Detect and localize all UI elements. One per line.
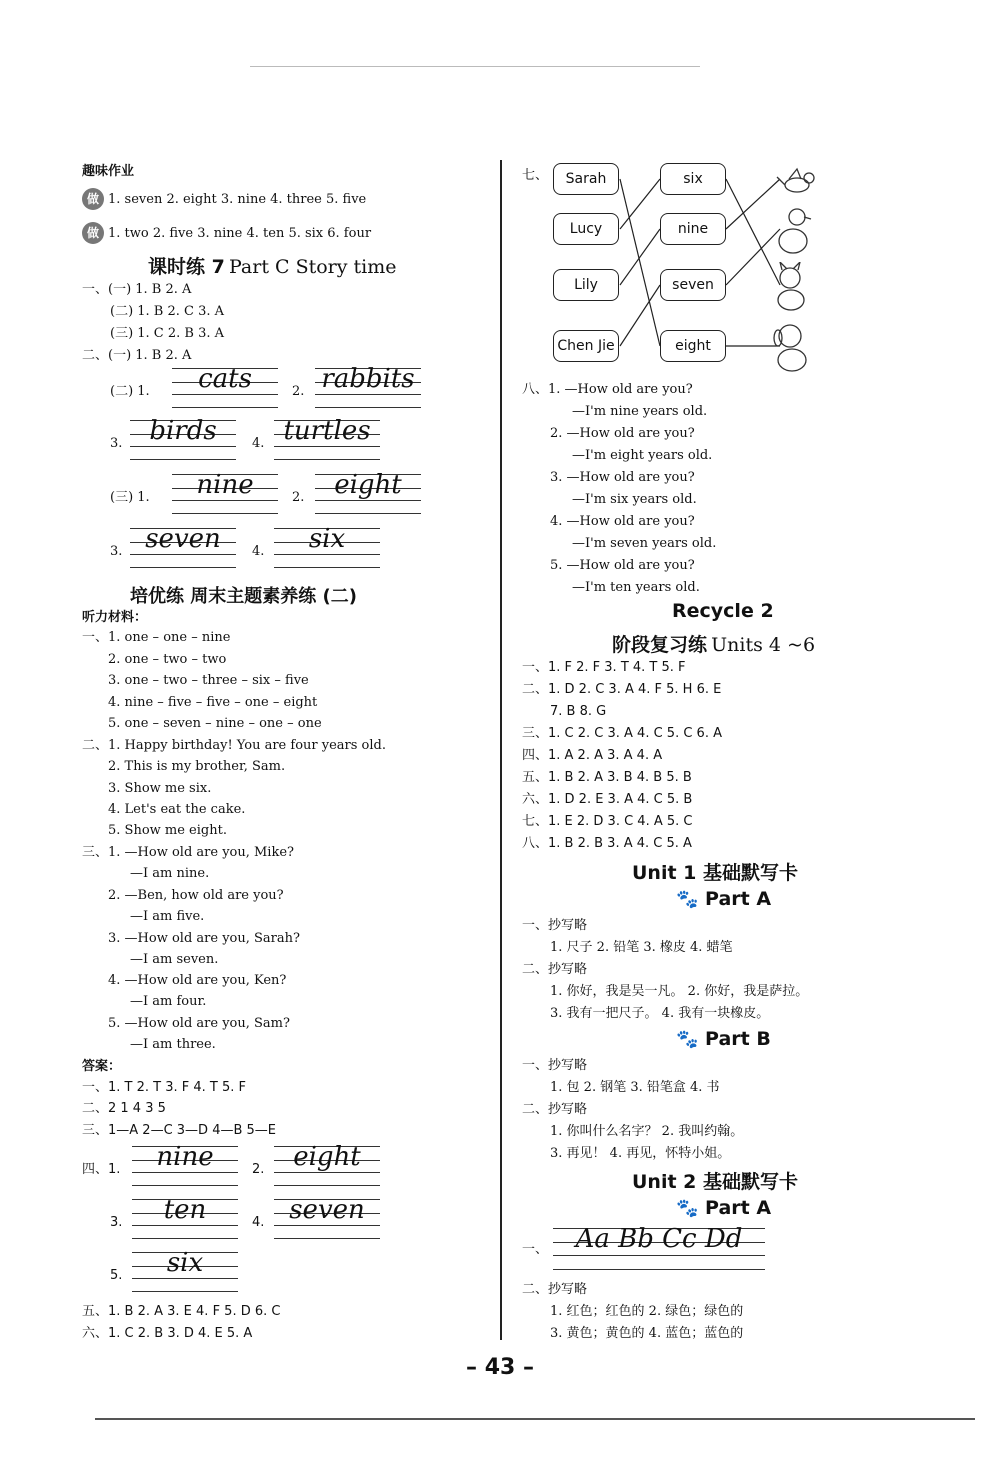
l7-c-n2: 2. [292,490,305,505]
handwriting-six-2 [132,1248,238,1292]
paw-icon: 🐾 [676,1198,699,1219]
unit1-a-line: 一、抄写略 [522,918,588,933]
l7-line: (三) 1. C 2. B 3. A [110,326,225,341]
listening-line: 4. nine – five – five – one – eight [108,695,318,710]
handwriting-nine [172,470,278,514]
name-box: Sarah [553,163,619,195]
q8-line: 5. —How old are you? [550,558,695,573]
handwritten-word: turtles [283,416,371,446]
listening-line: 2. —Ben, how old are you? [108,888,284,903]
cat-icon [770,262,812,312]
review-line: 八、1. B 2. B 3. A 4. C 5. A [522,836,692,851]
part-label: Part A [705,888,772,910]
handwriting-eight [315,470,421,514]
recycle-title: Recycle 2 [672,600,774,622]
unit1-b-line: 3. 再见！ 4. 再见，怀特小姐。 [550,1146,731,1161]
q7-label: 七、 [522,168,549,183]
listening-line: —I am five. [130,909,205,924]
number-box: eight [660,330,726,362]
lesson7-title: 课时练 7 [148,256,225,278]
handwriting-seven-2 [274,1195,380,1239]
name-box: Lucy [553,213,619,245]
q8-line: —I'm nine years old. [572,404,708,419]
bottom-rule [95,1418,975,1420]
listening-line: 3. Show me six. [108,781,212,796]
a4-prefix: 四、1. [82,1162,121,1177]
handwritten-word: seven [289,1195,365,1225]
part-label: Part A [705,1197,772,1219]
review-line: 六、1. D 2. E 3. A 4. C 5. B [522,792,693,807]
l7-b3-n4: 4. [252,436,265,451]
review-line: 二、1. D 2. C 3. A 4. F 5. H 6. E [522,682,722,697]
q8-line: —I'm ten years old. [572,580,700,595]
fun-line-2 [82,222,371,244]
a4-n5: 5. [110,1268,123,1283]
fun-homework-title: 趣味作业 [82,164,135,179]
l7-b2-prefix: (二) 1. [110,384,150,399]
l7-c-n3: 3. [110,544,123,559]
listening-line: —I am three. [130,1037,216,1052]
handwritten-word: Aa Bb Cc Dd [575,1224,743,1254]
handwritten-word: rabbits [321,364,415,394]
top-rule [250,66,700,67]
fun-line-1 [82,188,366,210]
unit2-parta [676,1197,771,1219]
handwriting-eight-2 [274,1142,380,1186]
a4-n3: 3. [110,1215,123,1230]
a4-n2: 2. [252,1162,265,1177]
review-line: 五、1. B 2. A 3. B 4. B 5. B [522,770,692,785]
l7-c-prefix: (三) 1. [110,490,150,505]
listening-line: 三、1. —How old are you, Mike? [82,845,295,860]
duck-icon [775,205,815,260]
q8-line: —I'm seven years old. [572,536,717,551]
number-box: six [660,163,726,195]
review-subtitle: Units 4 ~6 [711,634,816,656]
handwriting-seven [130,524,236,568]
review-line: 7. B 8. G [550,704,607,719]
review-line: 三、1. C 2. C 3. A 4. C 5. C 6. A [522,726,722,741]
answer-line: 五、1. B 2. A 3. E 4. F 5. D 6. C [82,1304,281,1319]
handwritten-word: cats [198,364,252,394]
unit1-b-line: 1. 包 2. 钢笔 3. 铅笔盒 4. 书 [550,1080,720,1095]
handwritten-word: seven [145,524,221,554]
answer-line: 六、1. C 2. B 3. D 4. E 5. A [82,1326,253,1341]
q8-line: 八、1. —How old are you? [522,382,693,397]
review-line: 四、1. A 2. A 3. A 4. A [522,748,663,763]
review-line: 七、1. E 2. D 3. C 4. A 5. C [522,814,693,829]
unit1-title: Unit 1 基础默写卡 [632,862,798,884]
column-divider [500,160,502,1340]
listening-line: 5. one – seven – nine – one – one [108,716,322,731]
answer-line: 一、1. T 2. T 3. F 4. T 5. F [82,1080,246,1095]
q8-line: —I'm eight years old. [572,448,713,463]
handwritten-word: six [308,524,346,554]
unit2-title: Unit 2 基础默写卡 [632,1171,798,1193]
do-badge-icon: 做 [82,188,104,210]
handwriting-birds [130,416,236,460]
l7-line: 二、(一) 1. B 2. A [82,348,192,363]
listening-line: 5. —How old are you, Sam? [108,1016,290,1031]
unit1-b-line: 一、抄写略 [522,1058,588,1073]
bird-icon [775,165,825,200]
a4-n4: 4. [252,1215,265,1230]
name-box: Chen Jie [553,330,619,362]
review-title: 阶段复习练 [612,634,708,656]
number-box: seven [660,269,726,301]
paw-icon: 🐾 [676,889,699,910]
answer-line: 二、2 1 4 3 5 [82,1101,166,1116]
listening-line: —I am four. [130,994,207,1009]
handwriting-rabbits [315,364,421,408]
handwriting-ten [132,1195,238,1239]
handwritten-word: eight [293,1142,361,1172]
l7-line: 一、(一) 1. B 2. A [82,282,192,297]
dog-icon [768,320,816,375]
q8-line: 2. —How old are you? [550,426,695,441]
name-box: Lily [553,269,619,301]
listening-line: —I am nine. [130,866,210,881]
listening-line: 5. Show me eight. [108,823,227,838]
handwritten-word: nine [196,470,254,500]
unit2-q1-label: 一、 [522,1242,549,1257]
paw-icon: 🐾 [676,1029,699,1050]
handwritten-word: birds [149,416,217,446]
q8-line: —I'm six years old. [572,492,697,507]
fun-line-1-text: 1. seven 2. eight 3. nine 4. three 5. five [108,192,367,207]
handwritten-word: eight [334,470,402,500]
lesson7-heading [148,252,397,279]
unit1-a-line: 3. 我有一把尺子。 4. 我有一块橡皮。 [550,1006,770,1021]
answers-label: 答案： [82,1059,122,1074]
q8-line: 3. —How old are you? [550,470,695,485]
page-number: – 43 – [466,1355,534,1380]
unit2-a-line: 1. 红色；红色的 2. 绿色；绿色的 [550,1304,744,1319]
part-label: Part B [705,1028,771,1050]
unit2-a-line: 二、抄写略 [522,1282,588,1297]
lesson7-subtitle: Part C Story time [228,256,397,278]
handwriting-turtles [274,416,380,460]
fun-line-2-text: 1. two 2. five 3. nine 4. ten 5. six 6. four [108,226,372,241]
handwritten-word: nine [156,1142,214,1172]
handwritten-word: six [166,1248,204,1278]
weekly-title: 培优练 周末主题素养练 (二) [130,586,357,607]
handwriting-six [274,524,380,568]
unit1-b-line: 1. 你叫什么名字？ 2. 我叫约翰。 [550,1124,744,1139]
unit1-a-line: 1. 尺子 2. 铅笔 3. 橡皮 4. 蜡笔 [550,940,733,955]
review-line: 一、1. F 2. F 3. T 4. T 5. F [522,660,686,675]
l7-line: (二) 1. B 2. C 3. A [110,304,225,319]
unit1-parta [676,888,771,910]
listening-line: —I am seven. [130,952,219,967]
l7-b2-n2: 2. [292,384,305,399]
l7-b3-n3: 3. [110,436,123,451]
review-heading [612,630,815,657]
listening-line: 3. one – two – three – six – five [108,673,309,688]
do-badge-icon: 做 [82,222,104,244]
handwritten-word: ten [163,1195,207,1225]
q8-line: 4. —How old are you? [550,514,695,529]
unit2-a-line: 3. 黄色；黄色的 4. 蓝色；蓝色的 [550,1326,744,1341]
handwriting-letters [553,1224,765,1270]
l7-c-n4: 4. [252,544,265,559]
handwriting-nine-2 [132,1142,238,1186]
unit1-partb [676,1028,771,1050]
answer-line: 三、1—A 2—C 3—D 4—B 5—E [82,1123,276,1138]
handwriting-cats [172,364,278,408]
listening-line: 2. one – two – two [108,652,227,667]
unit1-a-line: 二、抄写略 [522,962,588,977]
listening-label: 听力材料： [82,610,148,625]
listening-line: 一、1. one – one – nine [82,630,231,645]
listening-line: 3. —How old are you, Sarah? [108,931,300,946]
listening-line: 4. Let's eat the cake. [108,802,246,817]
listening-line: 二、1. Happy birthday! You are four years old. [82,738,386,753]
number-box: nine [660,213,726,245]
unit1-a-line: 1. 你好，我是吴一凡。 2. 你好，我是萨拉。 [550,984,809,999]
unit1-b-line: 二、抄写略 [522,1102,588,1117]
listening-line: 4. —How old are you, Ken? [108,973,287,988]
listening-line: 2. This is my brother, Sam. [108,759,286,774]
